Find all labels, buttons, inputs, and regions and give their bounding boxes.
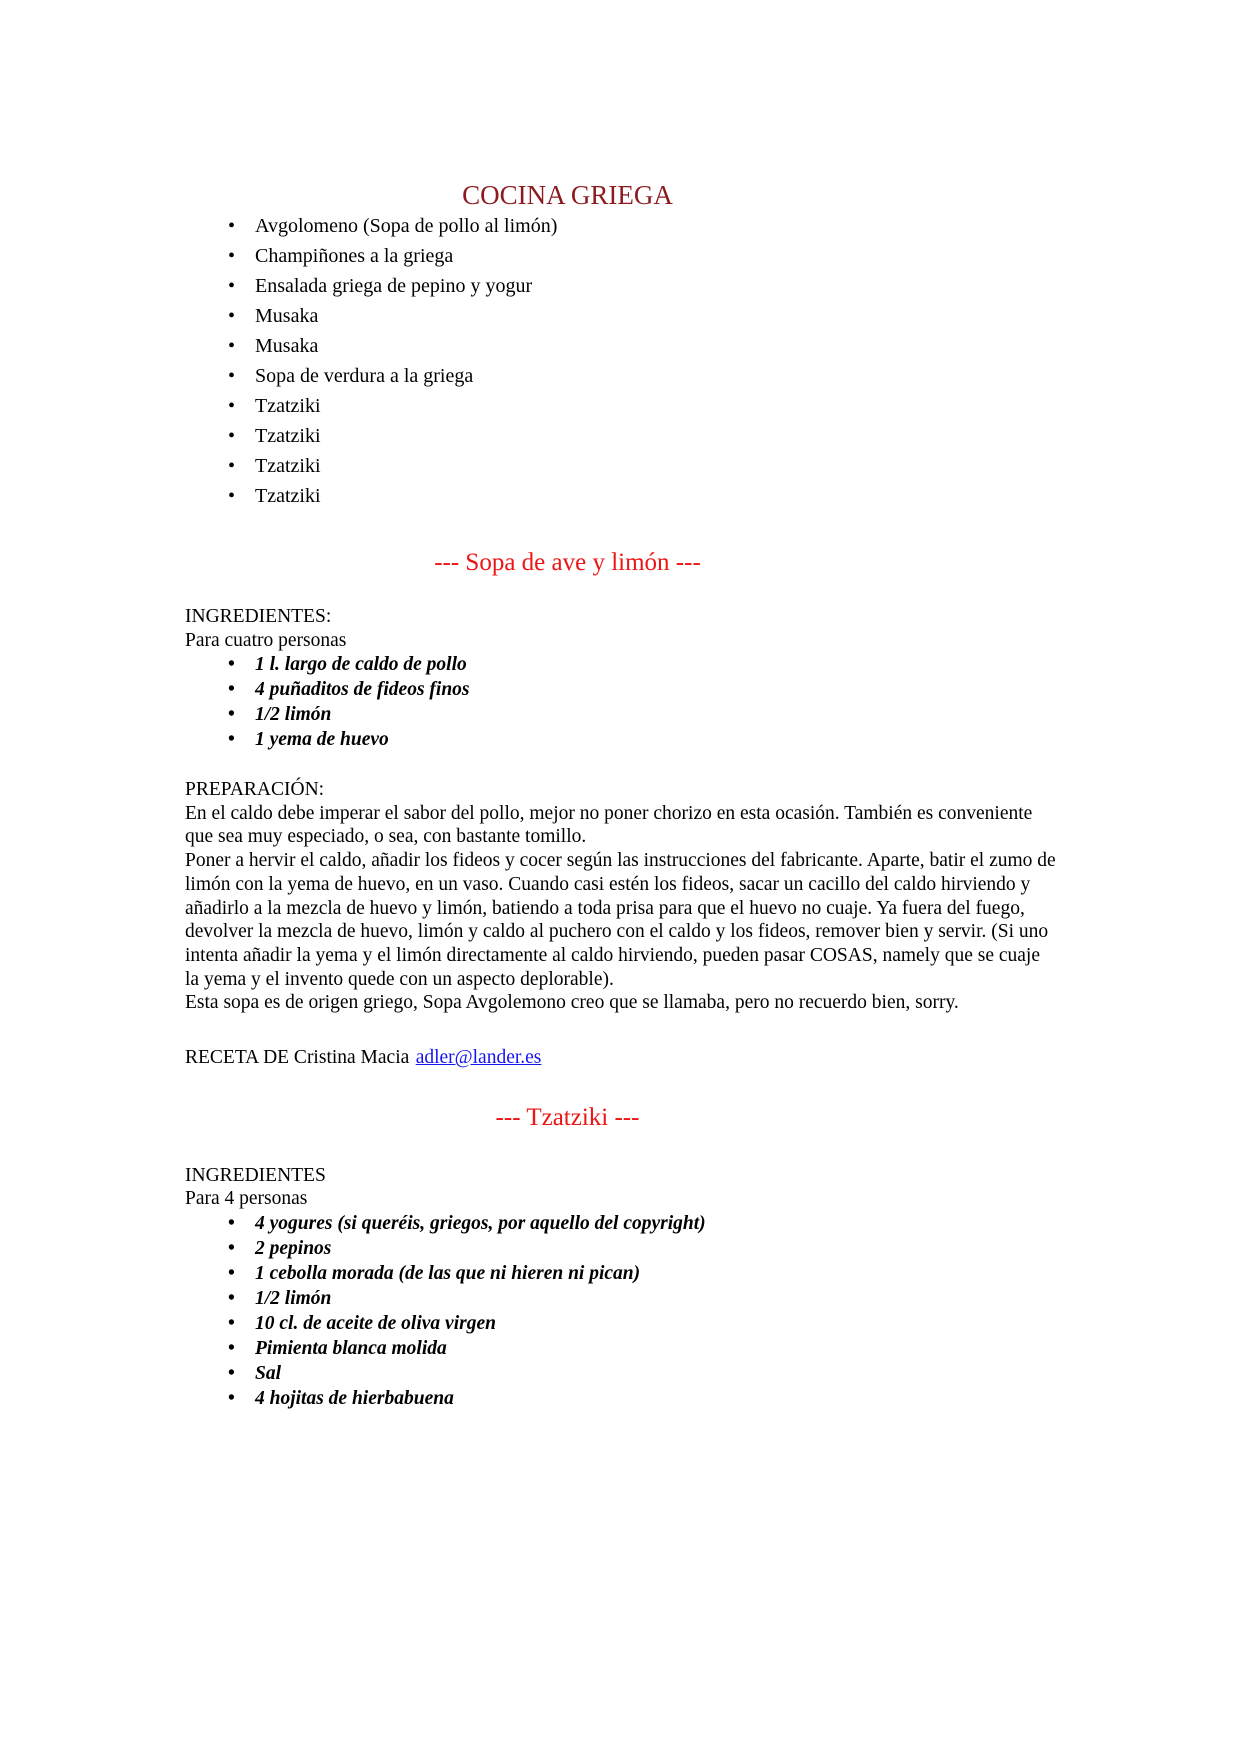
recipe-index-label: Tzatziki [255,395,321,417]
recipe-index-label: Champiñones a la griega [255,245,454,267]
ingredient-label: 2 pepinos [255,1237,332,1259]
ingredient-item [255,1286,1056,1311]
ingredient-item [255,1386,1056,1411]
ingredients-label: INGREDIENTES [185,1164,326,1186]
ingredients-label: INGREDIENTES: [185,606,332,627]
bullet-icon [228,1311,235,1336]
ingredient-item [255,1311,1056,1336]
recipe-index-label: Tzatziki [255,425,321,447]
ingredients-header-tzatziki [185,1164,1056,1211]
bullet-icon [228,211,235,241]
ingredient-item [255,652,1056,677]
recipe-index-item [255,451,1056,481]
bullet-icon [228,1386,235,1411]
recipe-index-label: Sopa de verdura a la griega [255,365,474,387]
bullet-icon [228,271,235,301]
bullet-icon [228,1211,235,1236]
ingredient-label: 1/2 limón [255,1287,332,1309]
bullet-icon [228,1286,235,1311]
recipe-index-label: Musaka [255,335,319,357]
recipe-index-label: Ensalada griega de pepino y yogur [255,275,533,297]
ingredient-label: 4 puñaditos de fideos finos [255,679,470,700]
recipe-index-label: Musaka [255,305,319,327]
ingredient-label: 1 yema de huevo [255,729,389,750]
preparation-paragraph: En el caldo debe imperar el sabor del pollo, mejor no poner chorizo en esta ocasión. También es conveniente que sea muy especiado, o sea, con bastante tomillo. [185,802,1033,848]
ingredient-label: Pimienta blanca molida [255,1337,447,1359]
preparation-paragraph: Esta sopa es de origen griego, Sopa Avgolemono creo que se llamaba, pero no recuerdo bien, sorry. [185,992,959,1014]
recipe-index-item [255,241,1056,271]
ingredient-label: 1 l. largo de caldo de pollo [255,654,467,675]
ingredient-item [255,702,1056,727]
recipe-heading-tzatziki: --- Tzatziki --- [495,1103,640,1131]
recipe-index-item [255,361,1056,391]
bullet-icon [228,652,235,677]
recipe-index-item [255,331,1056,361]
recipe-index-item [255,421,1056,451]
recipe-index-label: Tzatziki [255,455,321,477]
ingredient-list-tzatziki [185,1211,1056,1411]
ingredient-item [255,1211,1056,1236]
recipe-index-item [255,301,1056,331]
ingredient-label: 10 cl. de aceite de oliva virgen [255,1312,496,1334]
ingredient-item [255,727,1056,752]
preparation-paragraph: Poner a hervir el caldo, añadir los fideos y cocer según las instrucciones del fabricante. Aparte, batir el zumo de limón con la yema de huevo, en un vaso. Cuando casi estén los fideos, sacar un cacillo del caldo hirviendo y añadirlo a la mezcla de huevo y limón, batiendo a toda prisa para que el huevo no cuaje. Ya fuera del fuego, devolver la mezcla de huevo, limón y caldo al puchero con el caldo y los fideos, remover bien y servir. (Si uno intenta añadir la yema y el limón directamente al caldo hirviendo, pueden pasar COSAS, namely que se cuaje la yema y el invento quede con un aspecto deplorable). [185,850,1056,990]
recipe-index-item [255,211,1056,241]
author-email-link[interactable]: adler@lander.es [415,1047,542,1069]
bullet-icon [228,702,235,727]
bullet-icon [228,1236,235,1261]
document-title: COCINA GRIEGA [462,180,673,210]
ingredient-label: 4 hojitas de hierbabuena [255,1387,454,1409]
ingredient-label: Sal [255,1362,282,1384]
preparation-label: PREPARACIÓN: [185,779,325,800]
ingredient-item [255,1236,1056,1261]
bullet-icon [228,677,235,702]
ingredient-item [255,1261,1056,1286]
bullet-icon [228,241,235,271]
bullet-icon [228,421,235,451]
recipe-index-list [185,211,1056,511]
credit-text: RECETA DE Cristina Macia [185,1047,410,1069]
ingredient-label: 1 cebolla morada (de las que ni hieren ni pican) [255,1262,641,1284]
recipe-credit-line [185,1046,1056,1070]
ingredient-list-sopa [185,652,1056,752]
ingredient-item [255,677,1056,702]
recipe-index-item [255,271,1056,301]
servings-label: Para 4 personas [185,1188,308,1210]
ingredient-item [255,1361,1056,1386]
bullet-icon [228,451,235,481]
recipe-index-label: Tzatziki [255,485,321,507]
bullet-icon [228,727,235,752]
bullet-icon [228,1361,235,1386]
preparation-section [185,778,1056,1015]
bullet-icon [228,1336,235,1361]
ingredient-label: 1/2 limón [255,704,332,725]
recipe-index-label: Avgolomeno (Sopa de pollo al limón) [255,215,558,237]
recipe-heading-sopa-de-ave-y-limon: --- Sopa de ave y limón --- [434,549,701,576]
bullet-icon [228,301,235,331]
bullet-icon [228,331,235,361]
servings-label: Para cuatro personas [185,629,347,651]
ingredients-header-sopa [185,605,1056,652]
recipe-index-item [255,481,1056,511]
recipe-index-item [255,391,1056,421]
bullet-icon [228,391,235,421]
ingredient-label: 4 yogures (si queréis, griegos, por aquello del copyright) [255,1212,706,1234]
bullet-icon [228,481,235,511]
ingredient-item [255,1336,1056,1361]
bullet-icon [228,361,235,391]
bullet-icon [228,1261,235,1286]
